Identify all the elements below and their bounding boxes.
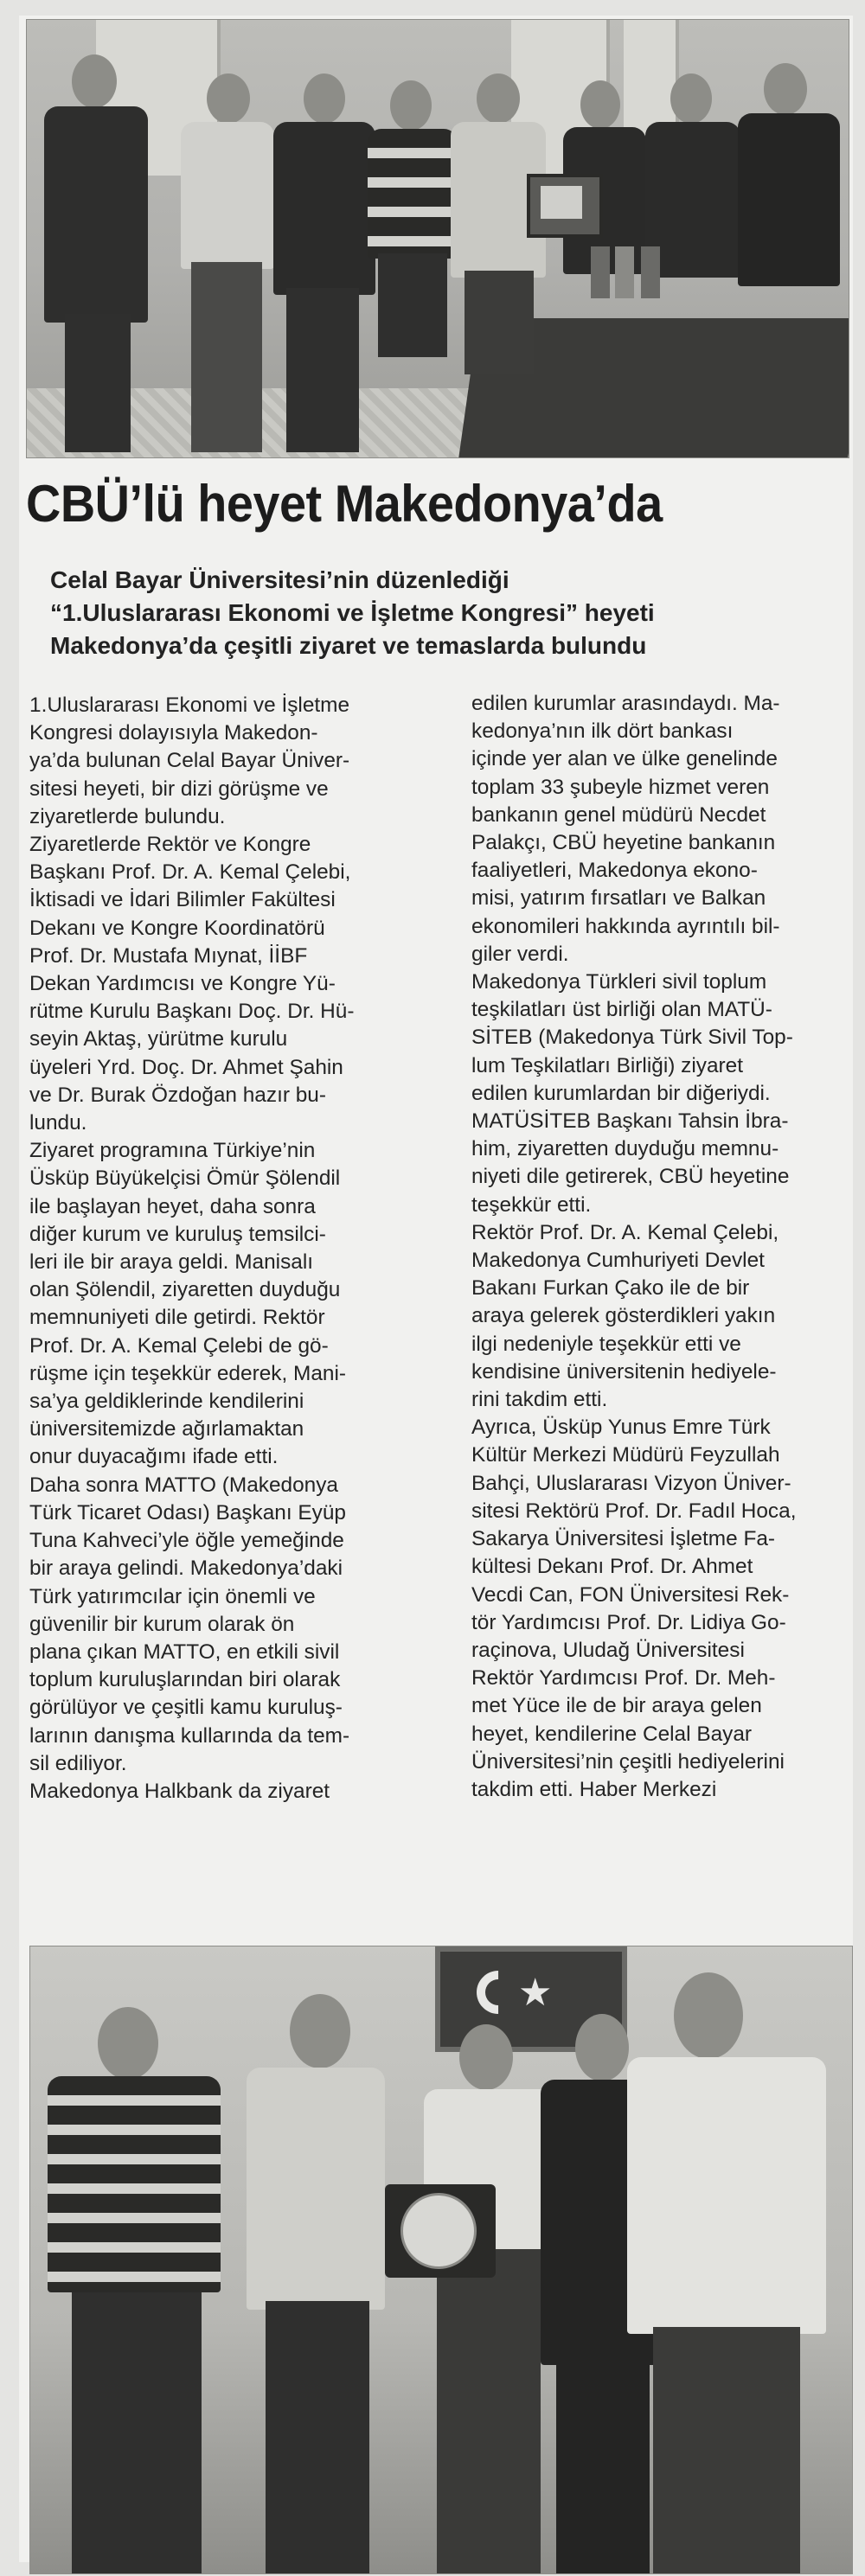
article-line: ya’da bulunan Celal Bayar Üniver- <box>29 749 350 773</box>
article-line: Türk Ticaret Odası) Başkanı Eyüp <box>29 1500 347 1525</box>
desk-flag <box>615 246 634 298</box>
article-line: toplum kuruluşlarından biri olarak <box>29 1668 341 1692</box>
article-line: heyet, kendilerine Celal Bayar <box>471 1722 753 1746</box>
article-line: Kongresi dolayısıyla Makedon- <box>29 721 318 745</box>
article-line: güvenilir bir kurum olarak ön <box>29 1612 295 1636</box>
article-line: onur duyacağımı ifade etti. <box>29 1445 279 1469</box>
article-line: rini takdim etti. <box>471 1388 608 1412</box>
article-line: Makedonya Halkbank da ziyaret <box>29 1779 330 1803</box>
article-line: sa’ya geldiklerinde kendilerini <box>29 1390 304 1414</box>
article-line: memnuniyeti dile getirdi. Rektör <box>29 1306 325 1330</box>
article-line: Sakarya Üniversitesi İşletme Fa- <box>471 1527 776 1551</box>
article-line: Ziyaretlerde Rektör ve Kongre <box>29 833 311 857</box>
article-line: Üniversitesi’nin çeşitli hediyelerini <box>471 1749 785 1774</box>
article-line: seyin Aktaş, yürütme kurulu <box>29 1027 288 1051</box>
article-line: Dekan Yardımcısı ve Kongre Yü- <box>29 972 336 996</box>
article-line: teşekkür etti. <box>471 1192 592 1217</box>
article-line: toplam 33 şubeyle hizmet veren <box>471 775 770 799</box>
article-line: Bakanı Furkan Çako ile de bir <box>471 1276 750 1301</box>
article-line: edilen kurumlardan bir diğeriydi. <box>471 1081 771 1105</box>
article-line: larının danışma kullarında da tem- <box>29 1723 350 1748</box>
article-line: Prof. Dr. A. Kemal Çelebi de gö- <box>29 1333 329 1358</box>
article-line: misi, yatırım fırsatları ve Balkan <box>471 886 766 911</box>
article-line: Ziyaret programına Türkiye’nin <box>29 1139 316 1163</box>
subheadline <box>50 564 850 662</box>
article-line: ile başlayan heyet, daha sonra <box>29 1194 316 1218</box>
article-line: Rektör Prof. Dr. A. Kemal Çelebi, <box>471 1220 779 1244</box>
article-line: sitesi Rektörü Prof. Dr. Fadıl Hoca, <box>471 1499 797 1523</box>
article-line: sitesi heyeti, bir dizi görüşme ve <box>29 777 329 801</box>
subheadline-line: “1.Uluslararası Ekonomi ve İşletme Kongresi” heyeti <box>50 599 655 626</box>
article-line: lundu. <box>29 1111 87 1135</box>
article-line: met Yüce ile de bir araya gelen <box>471 1694 762 1718</box>
desk-flag <box>641 246 660 298</box>
article-line: lum Teşkilatları Birliği) ziyaret <box>471 1053 743 1077</box>
article-line: Bahçi, Uluslararası Vizyon Üniver- <box>471 1471 791 1495</box>
article-line: takdim etti. Haber Merkezi <box>471 1777 717 1801</box>
article-line: görülüyor ve çeşitli kamu kuruluş- <box>29 1696 343 1720</box>
article-line: sil ediliyor. <box>29 1751 127 1775</box>
article-line: Dekanı ve Kongre Koordinatörü <box>29 916 325 940</box>
article-line: teşkilatları üst birliği olan MATÜ- <box>471 998 772 1022</box>
top-photo <box>26 19 849 458</box>
article-line: rütme Kurulu Başkanı Doç. Dr. Hü- <box>29 1000 355 1024</box>
article-column-left <box>29 692 434 1806</box>
gift-plate <box>385 2184 496 2278</box>
article-line: SİTEB (Makedonya Türk Sivil Top- <box>471 1026 793 1050</box>
article-line: araya gelerek gösterdikleri yakın <box>471 1304 776 1328</box>
article-line: plana çıkan MATTO, en etkili sivil <box>29 1640 340 1664</box>
article-line: Başkanı Prof. Dr. A. Kemal Çelebi, <box>29 860 351 885</box>
article-line: giler verdi. <box>471 942 569 966</box>
article-line: bir araya gelindi. Makedonya’daki <box>29 1556 343 1581</box>
article-line: Makedonya Türkleri sivil toplum <box>471 970 767 994</box>
desk-flag <box>591 246 610 298</box>
article-line: ekonomileri hakkında ayrıntılı bil- <box>471 914 780 938</box>
article-column-right <box>471 690 865 1804</box>
award-plaque <box>527 174 603 238</box>
article-line: tör Yardımcısı Prof. Dr. Lidiya Go- <box>471 1610 786 1634</box>
article-line: Daha sonra MATTO (Makedonya <box>29 1473 338 1497</box>
article-line: Prof. Dr. Mustafa Mıynat, İİBF <box>29 943 308 968</box>
article-line: faaliyetleri, Makedonya ekono- <box>471 859 758 883</box>
article-line: rüşme için teşekkür ederek, Mani- <box>29 1361 346 1385</box>
article-line: Tuna Kahveci’yle öğle yemeğinde <box>29 1529 344 1553</box>
framed-turkish-flag: ★ <box>435 1946 627 2052</box>
article-line: kedonya’nın ilk dört bankası <box>471 719 734 744</box>
article-line: kendisine üniversitenin hediyele- <box>471 1359 777 1384</box>
article-line: ilgi nedeniyle teşekkür etti ve <box>471 1332 741 1356</box>
article-line: ziyaretlerde bulundu. <box>29 804 226 828</box>
article-line: edilen kurumlar arasındaydı. Ma- <box>471 692 780 715</box>
subheadline-line: Makedonya’da çeşitli ziyaret ve temaslarda bulundu <box>50 632 647 659</box>
article-line: raçinova, Uludağ Üniversitesi <box>471 1638 745 1662</box>
article-line: Türk yatırımcılar için önemli ve <box>29 1584 316 1608</box>
article-line: Rektör Yardımcısı Prof. Dr. Meh- <box>471 1666 776 1691</box>
article-line: üniversitemizde ağırlamaktan <box>29 1417 304 1441</box>
article-line: Kültür Merkezi Müdürü Feyzullah <box>471 1443 780 1467</box>
article-line: bankanın genel müdürü Necdet <box>471 802 766 827</box>
article-line: diğer kurum ve kuruluş temsilci- <box>29 1222 326 1246</box>
article-line: Palakçı, CBÜ heyetine bankanın <box>471 831 776 855</box>
article-line: Üsküp Büyükelçisi Ömür Şölendil <box>29 1167 341 1191</box>
article-line: Ayrıca, Üsküp Yunus Emre Türk <box>471 1416 771 1440</box>
bottom-photo <box>29 1946 853 2574</box>
subheadline-line: Celal Bayar Üniversitesi’nin düzenlediği <box>50 566 509 593</box>
article-line: içinde yer alan ve ülke genelinde <box>471 747 778 771</box>
headline: CBÜ’lü heyet Makedonya’da <box>26 475 663 533</box>
article-line: niyeti dile getirerek, CBÜ heyetine <box>471 1165 790 1189</box>
article-line: him, ziyaretten duyduğu memnu- <box>471 1137 779 1161</box>
article-line: ve Dr. Burak Özdoğan hazır bu- <box>29 1083 326 1107</box>
article-line: üyeleri Yrd. Doç. Dr. Ahmet Şahin <box>29 1055 343 1079</box>
article-line: leri ile bir araya geldi. Manisalı <box>29 1250 314 1275</box>
article-line: kültesi Dekanı Prof. Dr. Ahmet <box>471 1555 753 1579</box>
article-line: MATÜSİTEB Başkanı Tahsin İbra- <box>471 1109 789 1134</box>
article-line: İktisadi ve İdari Bilimler Fakültesi <box>29 888 336 912</box>
article-line: Vecdi Can, FON Üniversitesi Rek- <box>471 1582 790 1607</box>
article-line: olan Şölendil, ziyaretten duyduğu <box>29 1278 341 1302</box>
article-line: Makedonya Cumhuriyeti Devlet <box>471 1249 765 1273</box>
article-line: 1.Uluslararası Ekonomi ve İşletme <box>29 694 350 717</box>
